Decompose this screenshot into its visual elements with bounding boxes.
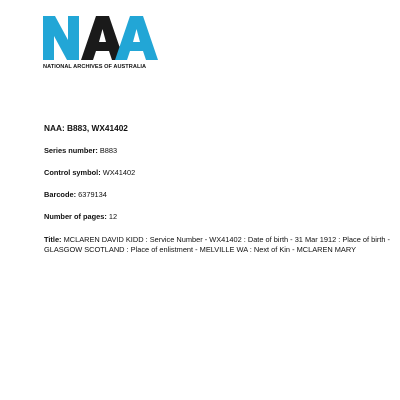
control-symbol-field bbox=[44, 168, 390, 178]
record-details bbox=[44, 123, 390, 268]
title-field bbox=[44, 235, 390, 256]
barcode-label: Barcode: bbox=[44, 190, 77, 200]
series-number-field bbox=[44, 146, 390, 156]
naa-logo-mark bbox=[43, 14, 165, 62]
control-symbol-label: Control symbol: bbox=[44, 168, 101, 178]
naa-logo bbox=[43, 14, 165, 70]
number-of-pages-label: Number of pages: bbox=[44, 212, 107, 222]
number-of-pages-field bbox=[44, 212, 390, 222]
barcode-field bbox=[44, 190, 390, 200]
logo-caption: NATIONAL ARCHIVES OF AUSTRALIA bbox=[43, 64, 147, 70]
series-number-label: Series number: bbox=[44, 146, 98, 155]
number-of-pages-value: 12 bbox=[108, 212, 118, 222]
series-number-value: B883 bbox=[99, 146, 118, 155]
title-label: Title: bbox=[44, 234, 62, 244]
title-value: MCLAREN DAVID KIDD : Service Number - WX41402 : Date of birth - 31 Mar 1912 : Place of birth - GLASGOW SCOTLAND : Place of enlistment - MELVILLE WA : Next of Kin - MCLAREN MARY bbox=[44, 234, 390, 255]
record-heading: NAA: B883, WX41402 bbox=[44, 123, 128, 133]
control-symbol-value: WX41402 bbox=[102, 168, 136, 178]
barcode-value: 6379134 bbox=[78, 190, 107, 200]
